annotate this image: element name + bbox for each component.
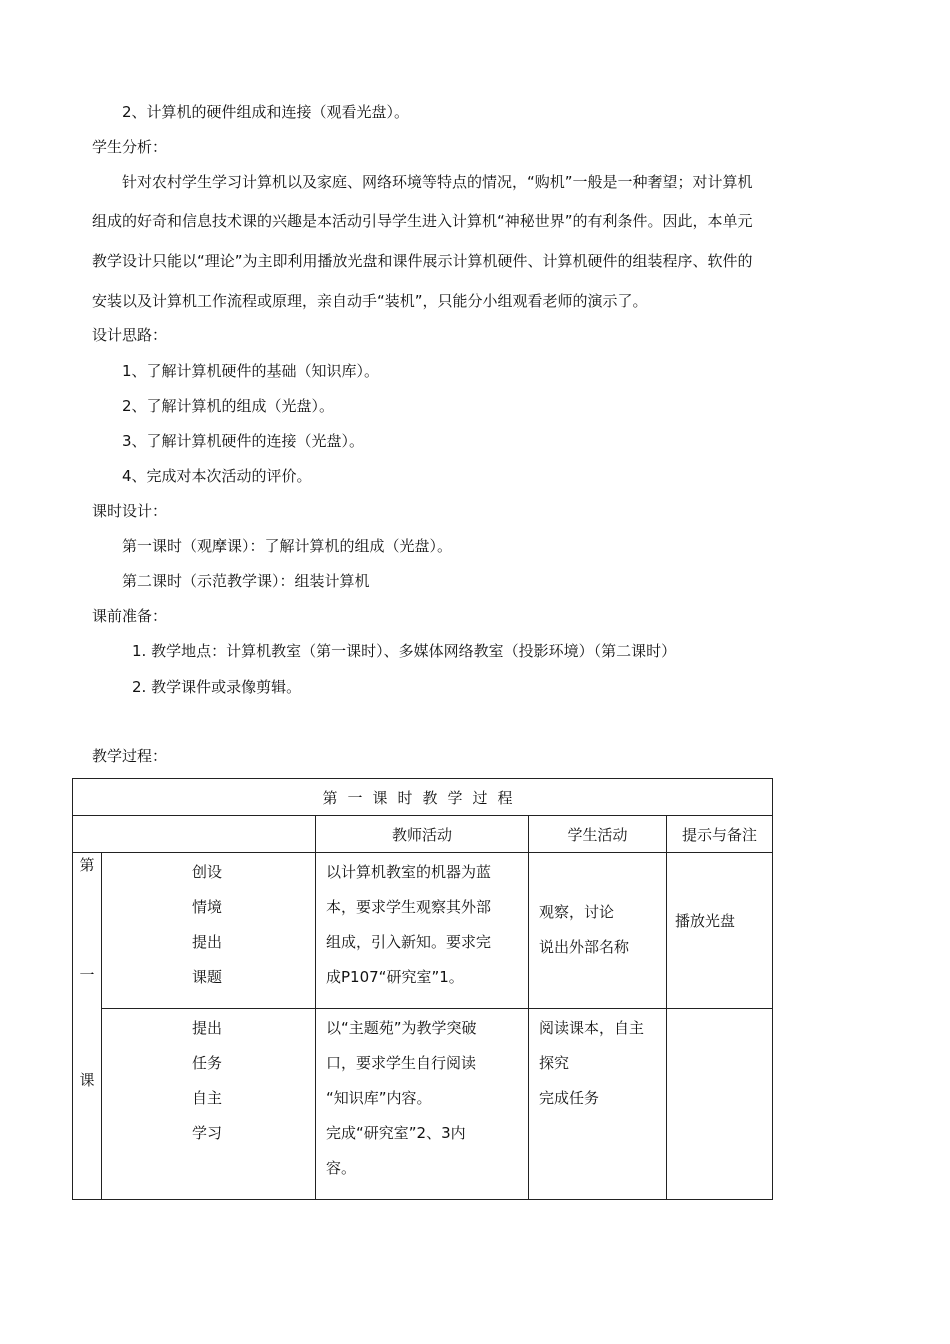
notes-text: 播放光盘 bbox=[675, 912, 736, 930]
student-text: 完成任务 bbox=[539, 1089, 600, 1107]
teacher-text: “知识库”内容。 bbox=[326, 1089, 432, 1107]
teacher-cell bbox=[316, 1009, 529, 1200]
header-student: 学生活动 bbox=[529, 816, 667, 853]
student-text: 观察，讨论 bbox=[539, 902, 615, 921]
student-cell bbox=[529, 1009, 667, 1200]
stage-text: 情境 bbox=[192, 898, 223, 916]
side-label-char: 课 bbox=[79, 1071, 95, 1089]
teacher-text: 口，要求学生自行阅读 bbox=[326, 1054, 477, 1072]
prep-item-2: 2. 教学课件或录像剪辑。 bbox=[132, 678, 302, 696]
process-heading: 教学过程： bbox=[92, 747, 168, 765]
design-item-4: 4、完成对本次活动的评价。 bbox=[122, 467, 312, 485]
stage-text: 提出 bbox=[192, 933, 223, 951]
design-heading: 设计思路： bbox=[92, 326, 168, 344]
teacher-text: 本，要求学生观察其外部 bbox=[326, 898, 492, 916]
table-row bbox=[73, 1009, 773, 1200]
side-label-char: 一 bbox=[79, 966, 95, 984]
stage-cell bbox=[102, 853, 316, 1009]
student-text: 说出外部名称 bbox=[539, 937, 630, 956]
lesson-table bbox=[72, 778, 773, 1200]
side-label-char: 第 bbox=[79, 856, 95, 874]
stage-text: 自主 bbox=[192, 1089, 223, 1107]
stage-cell bbox=[102, 1009, 316, 1200]
teacher-text: 容。 bbox=[326, 1159, 357, 1177]
table-title-row bbox=[73, 779, 773, 816]
teacher-text: 完成“研究室”2、3内 bbox=[326, 1124, 466, 1142]
teacher-text: 组成，引入新知。要求完 bbox=[326, 933, 492, 951]
stage-text: 学习 bbox=[192, 1124, 223, 1142]
analysis-line-2: 组成的好奇和信息技术课的兴趣是本活动引导学生进入计算机“神秘世界”的有利条件。因此，本单元 bbox=[92, 212, 753, 230]
analysis-line-1: 针对农村学生学习计算机以及家庭、网络环境等特点的情况，“购机”一般是一种奢望；对计算机 bbox=[122, 173, 753, 191]
design-item-1: 1、了解计算机硬件的基础（知识库）。 bbox=[122, 362, 380, 380]
design-item-3: 3、了解计算机硬件的连接（光盘）。 bbox=[122, 432, 365, 450]
intro-item-2: 2、计算机的硬件组成和连接（观看光盘）。 bbox=[122, 103, 410, 121]
notes-cell bbox=[667, 1009, 773, 1200]
prep-item-1: 1. 教学地点：计算机教室（第一课时）、多媒体网络教室（投影环境）（第二课时） bbox=[132, 642, 677, 660]
side-label bbox=[73, 853, 102, 1200]
header-blank bbox=[73, 816, 316, 853]
design-item-2: 2、了解计算机的组成（光盘）。 bbox=[122, 397, 335, 415]
stage-text: 创设 bbox=[192, 863, 223, 881]
schedule-heading: 课时设计： bbox=[92, 502, 168, 520]
schedule-item-1: 第一课时（观摩课）：了解计算机的组成（光盘）。 bbox=[122, 537, 453, 555]
teacher-cell bbox=[316, 853, 529, 1009]
header-teacher: 教师活动 bbox=[316, 816, 529, 853]
student-cell bbox=[529, 853, 667, 1009]
stage-text: 提出 bbox=[192, 1019, 223, 1037]
analysis-heading: 学生分析： bbox=[92, 138, 168, 156]
teacher-text: 成P107“研究室”1。 bbox=[326, 968, 464, 986]
header-notes: 提示与备注 bbox=[667, 816, 773, 853]
schedule-item-2: 第二课时（示范教学课）：组装计算机 bbox=[122, 572, 370, 590]
prep-heading: 课前准备： bbox=[92, 607, 168, 625]
table-header-row bbox=[73, 816, 773, 853]
stage-text: 课题 bbox=[192, 968, 223, 986]
table-row bbox=[73, 853, 773, 1009]
table-title: 第一课时教学过程 bbox=[73, 779, 773, 816]
analysis-line-3: 教学设计只能以“理论”为主即利用播放光盘和课件展示计算机硬件、计算机硬件的组装程序、软件的 bbox=[92, 252, 753, 270]
notes-cell bbox=[667, 853, 773, 1009]
teacher-text: 以“主题苑”为教学突破 bbox=[326, 1019, 477, 1037]
stage-text: 任务 bbox=[192, 1054, 223, 1072]
teacher-text: 以计算机教室的机器为蓝 bbox=[326, 863, 492, 881]
analysis-line-4: 安装以及计算机工作流程或原理，亲自动手“装机”，只能分小组观看老师的演示了。 bbox=[92, 292, 648, 310]
student-text: 探究 bbox=[539, 1054, 570, 1072]
student-text: 阅读课本，自主 bbox=[539, 1019, 645, 1037]
